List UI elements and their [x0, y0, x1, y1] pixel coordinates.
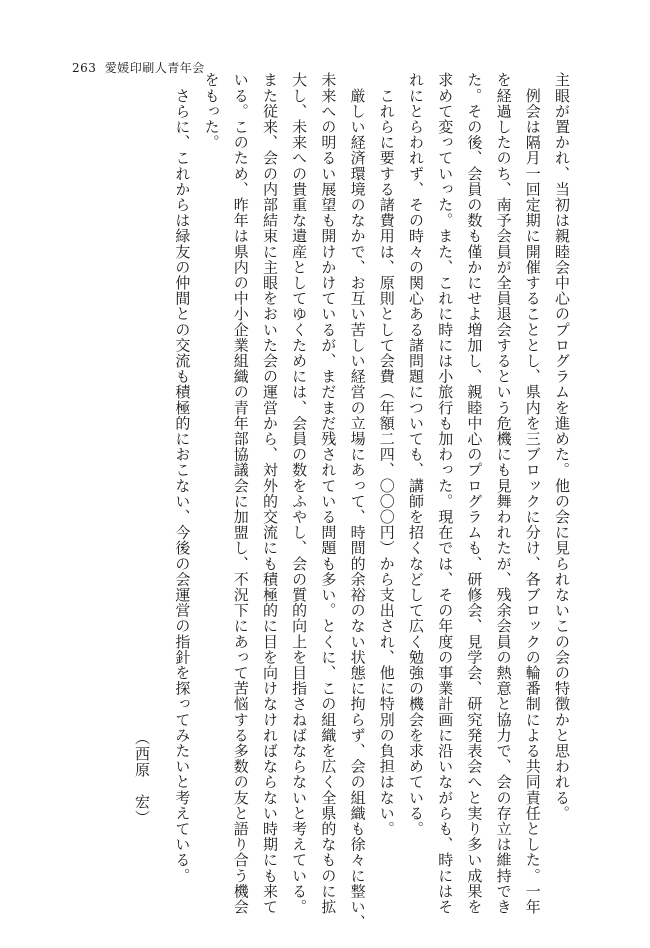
vertical-body-text — [167, 72, 576, 930]
text-line: 例会は隔月一回定期に開催することとし、県内を三ブロックに分け、各ブロックの輪番制による共同責任とした。一年 — [523, 72, 542, 915]
text-line: 厳しい経済環境のなかで、お互い苦しい経営の立場にあって、時間的余裕のない状態に拘らず、会の組織も徐々に整い、 — [348, 72, 367, 930]
text-line: 求めて変っていった。また、これに時には小旅行も加わった。現在では、その年度の事業計画に沿いながらも、時にはそ — [436, 72, 455, 915]
text-line: 未来への明るい展望も開けかけているが、まだまだ残されている問題も多い。とくに、この組織を広く全県的なものに拡 — [319, 72, 338, 915]
text-line: これらに要する諸費用は、原則として会費（年額二四、〇〇〇円）から支出され、他に特別の負担はない。 — [377, 72, 396, 837]
text-line: 大し、未来への貴重な遺産としてゆくためには、会員の数をふやし、会の質的向上を目指さねばならないと考えている。 — [290, 72, 309, 915]
page-number: 263 — [72, 61, 97, 75]
text-line: をもった。 — [202, 72, 221, 150]
running-title: 愛媛印刷人青年会 — [104, 61, 205, 75]
text-line: を経過したのち、南予会員が全員退会するという危機にも見舞われたが、残余会員の熱意と協力で、会の存立は維持でき — [494, 72, 513, 915]
text-line: さらに、これからは緑友の仲間との交流も積極的におこない、今後の会運営の指針を探ってみたいと考えている。 — [173, 72, 192, 884]
text-line: いる。このため、昨年は県内の中小企業組織の青年部協議会に加盟し、不況下にあって苦悩する多数の友と語り合う機会 — [231, 72, 250, 915]
author-signature: （西原 宏） — [133, 730, 151, 826]
text-line: 主眼が置かれ、当初は親睦会中心のプログラムを進めた。他の会に見られないこの会の特徴かと思われる。 — [553, 72, 571, 821]
text-line: れにとらわれず、その時々の関心ある諸問題についても、講師を招くなどして広く勉強の機会を求めている。 — [406, 72, 425, 837]
text-line: た。その後、会員の数も僅かにせよ増加し、親睦中心のプログラムも、研修会、見学会、研究発表会へと実り多い成果を — [465, 72, 484, 915]
text-line: また従来、会の内部結束に主眼をおいた会の運営から、対外的交流にも積極的に目を向けなければならない時期にも来て — [260, 72, 279, 915]
